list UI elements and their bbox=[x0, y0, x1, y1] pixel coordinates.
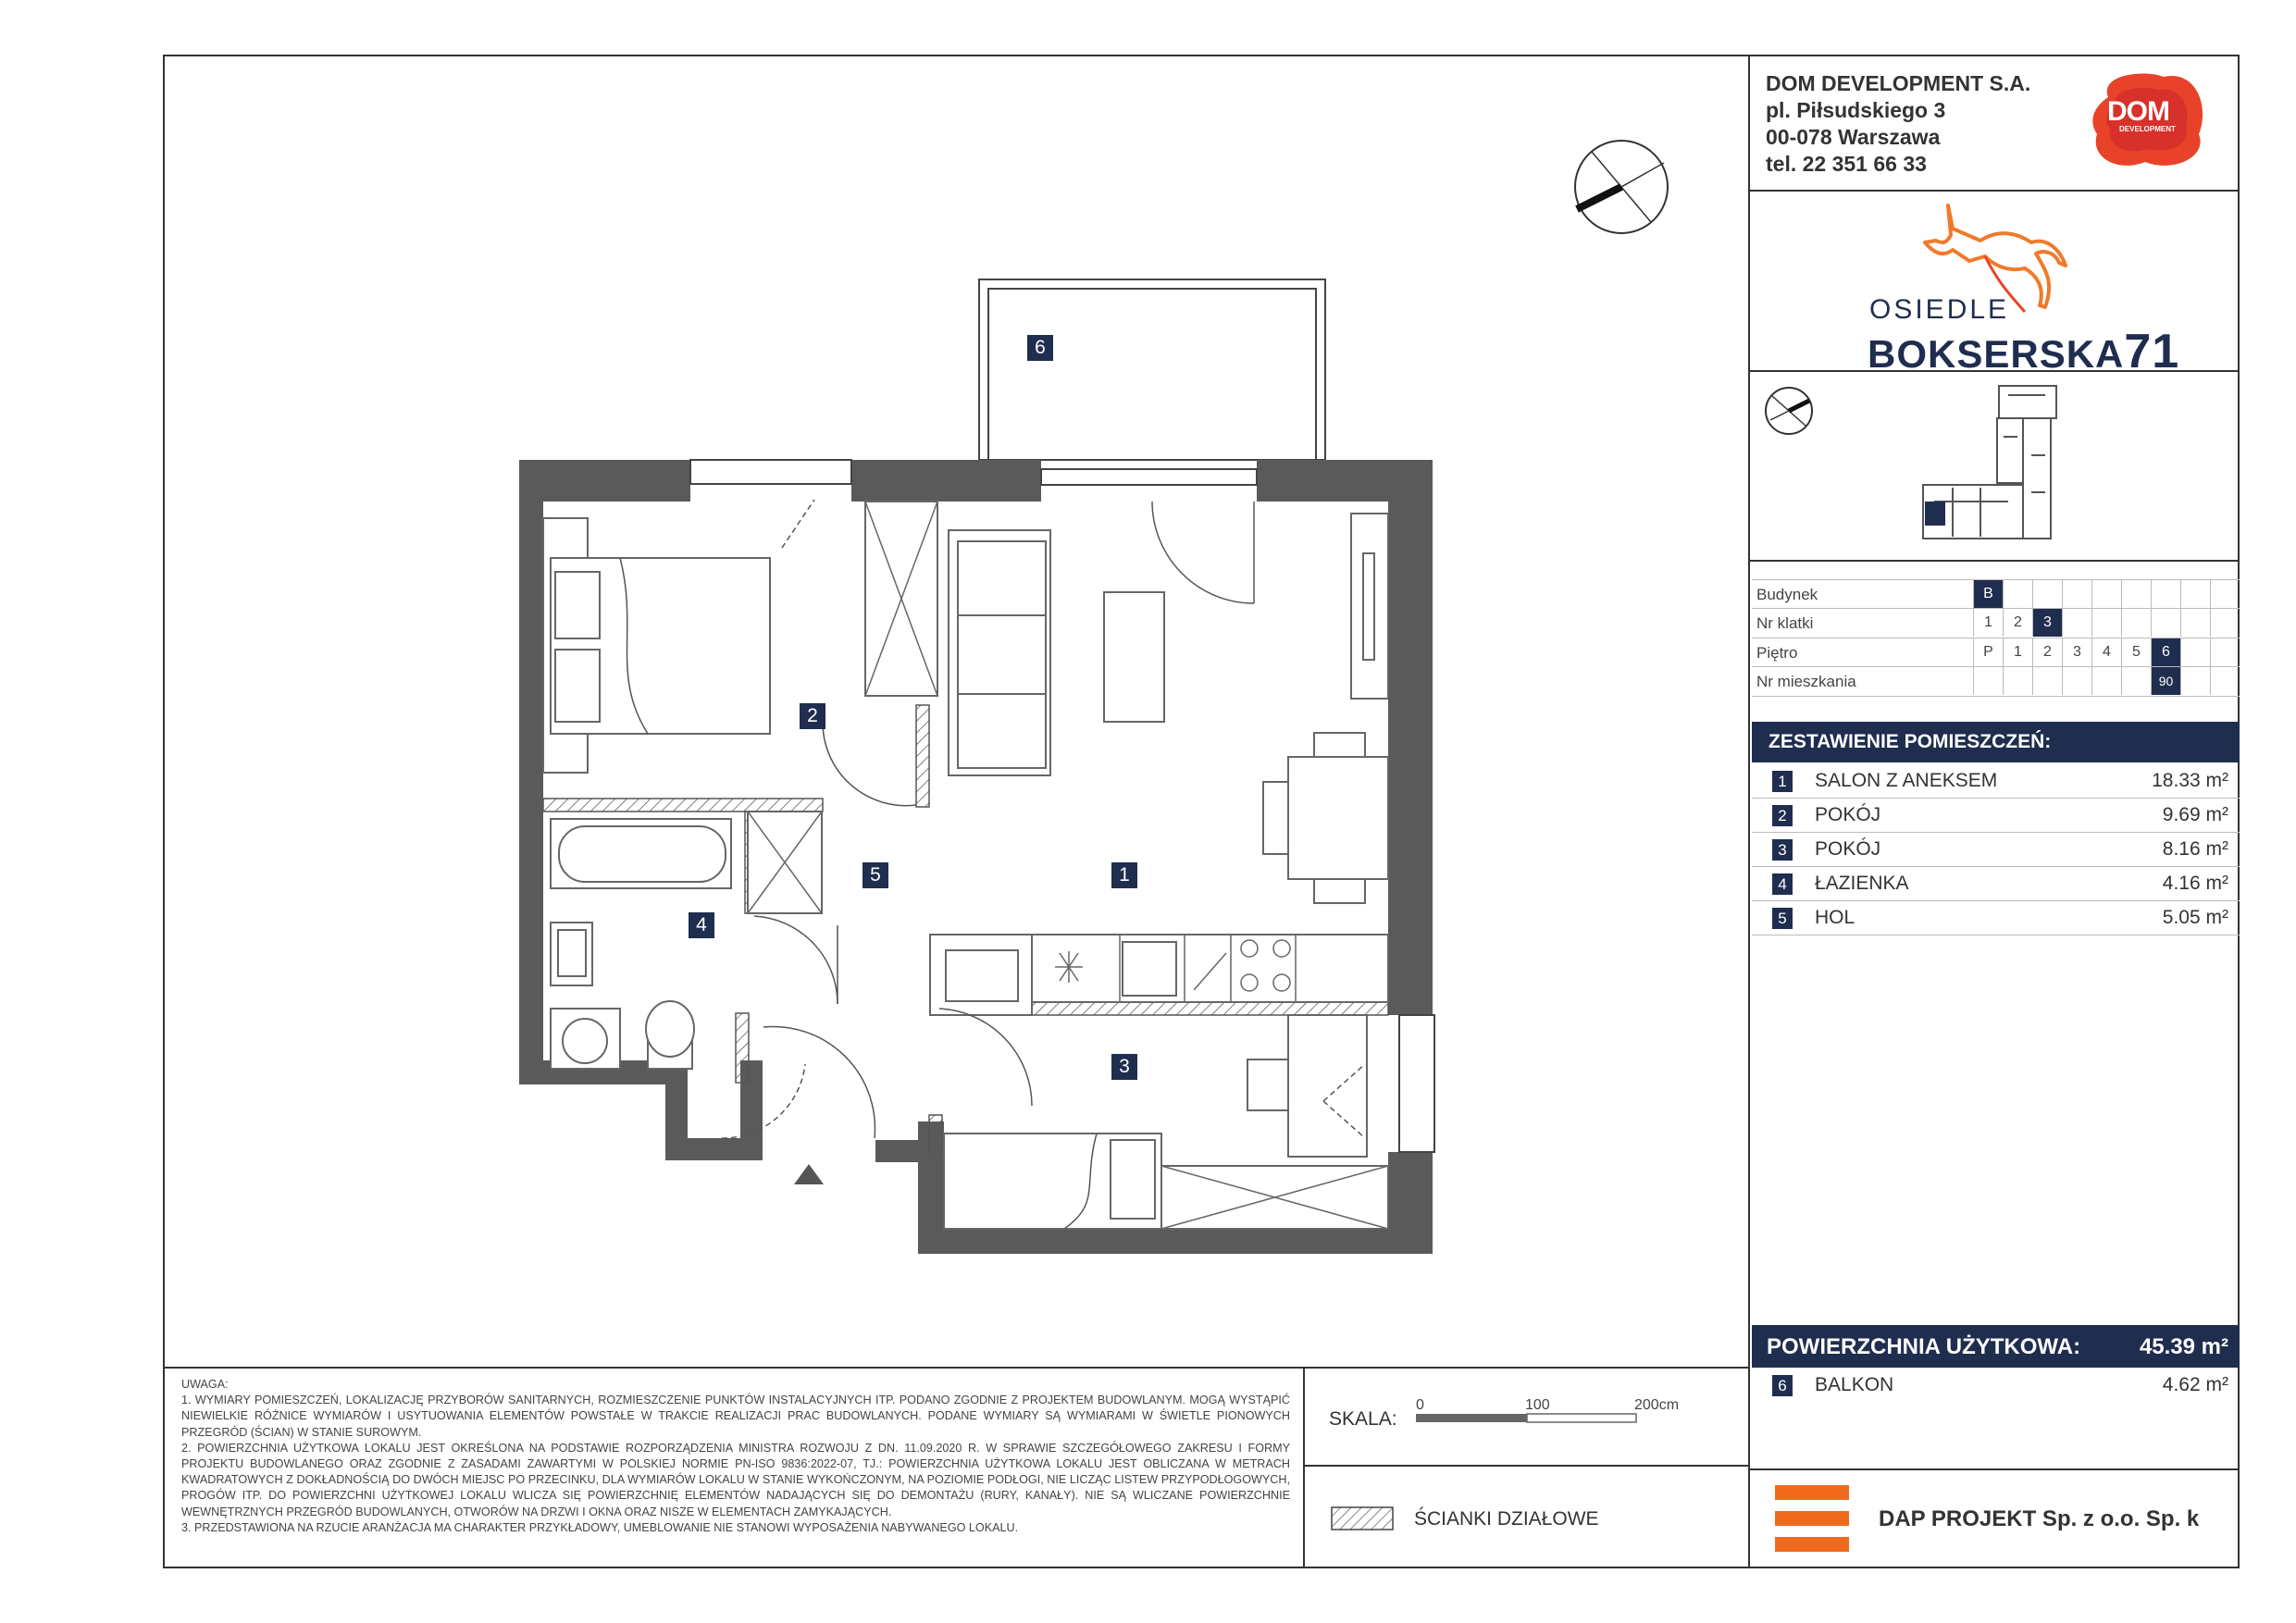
company-phone: tel. 22 351 66 33 bbox=[1766, 152, 1927, 176]
company-address-2: 00-078 Warszawa bbox=[1766, 125, 1941, 149]
room-name: POKÓJ bbox=[1815, 804, 1881, 825]
hatch-legend-icon bbox=[1331, 1506, 1394, 1530]
empty-cell bbox=[2003, 580, 2032, 608]
apartment-label: Nr mieszkania bbox=[1756, 673, 1856, 690]
scale-tick: 100 bbox=[1525, 1397, 1550, 1413]
staircase-cell: 2 bbox=[2003, 609, 2032, 637]
empty-cell bbox=[1973, 667, 2003, 695]
empty-cell bbox=[2091, 580, 2121, 608]
empty-cell bbox=[2062, 580, 2091, 608]
scale-label: SKALA: bbox=[1329, 1408, 1397, 1430]
floor-cell-selected: 6 bbox=[2151, 638, 2180, 666]
room-row bbox=[1752, 764, 2240, 799]
empty-cell bbox=[2121, 580, 2151, 608]
plan-label-room-3: 3 bbox=[1111, 1054, 1137, 1080]
notes-divider bbox=[163, 1367, 1750, 1369]
room-row bbox=[1752, 867, 2240, 901]
empty-cell bbox=[2032, 580, 2062, 608]
empty-cell bbox=[2091, 609, 2121, 637]
room-row bbox=[1752, 799, 2240, 833]
empty-cell bbox=[2062, 609, 2091, 637]
room-name: ŁAZIENKA bbox=[1815, 873, 1909, 894]
table-line bbox=[1752, 696, 2240, 697]
empty-cell bbox=[2003, 667, 2032, 695]
scale-tick: 200cm bbox=[1634, 1397, 1680, 1413]
staircase-label: Nr klatki bbox=[1756, 614, 1814, 632]
floor-cell: 5 bbox=[2121, 638, 2151, 666]
empty-cell bbox=[2062, 667, 2091, 695]
project-line2: BOKSERSKA bbox=[1868, 332, 2125, 376]
room-name: SALON Z ANEKSEM bbox=[1815, 770, 1998, 791]
floor-cell: 3 bbox=[2062, 638, 2091, 666]
room-area: 5.05 m² bbox=[2162, 907, 2228, 928]
empty-cell bbox=[2210, 609, 2240, 637]
dom-logo-text: DOM bbox=[2107, 96, 2169, 127]
room-area: 4.16 m² bbox=[2162, 873, 2228, 894]
designer-name: DAP PROJEKT Sp. z o.o. Sp. k bbox=[1879, 1506, 2200, 1531]
empty-cell bbox=[2121, 609, 2151, 637]
plan-label-room-2: 2 bbox=[800, 703, 825, 729]
room-area: 4.62 m² bbox=[2162, 1374, 2228, 1395]
room-number: 4 bbox=[1772, 873, 1793, 895]
room-row bbox=[1752, 901, 2240, 935]
empty-cell bbox=[2180, 638, 2210, 666]
plan-label-balcony: 6 bbox=[1027, 335, 1053, 361]
entrance-arrow-icon bbox=[794, 1164, 824, 1184]
room-number: 1 bbox=[1772, 771, 1793, 792]
dap-logo-icon bbox=[1775, 1485, 1849, 1552]
building-cell: B bbox=[1973, 580, 2003, 608]
floor-cell: 1 bbox=[2003, 638, 2032, 666]
panel-line bbox=[1748, 560, 2240, 562]
total-label: POWIERZCHNIA UŻYTKOWA: bbox=[1767, 1334, 2081, 1359]
room-name: HOL bbox=[1815, 907, 1855, 928]
empty-cell bbox=[2180, 667, 2210, 695]
room-number: 5 bbox=[1772, 908, 1793, 929]
room-number: 2 bbox=[1772, 805, 1793, 826]
empty-cell bbox=[2151, 609, 2180, 637]
empty-cell bbox=[2210, 667, 2240, 695]
scale-tick: 0 bbox=[1416, 1397, 1424, 1413]
total-value: 45.39 m² bbox=[2139, 1334, 2228, 1359]
floor-cell: P bbox=[1973, 638, 2003, 666]
company-info bbox=[1766, 70, 2030, 178]
plan-label-hall: 5 bbox=[863, 862, 888, 888]
room-row bbox=[1752, 833, 2240, 867]
notes-title: UWAGA: bbox=[181, 1378, 229, 1391]
project-line1: OSIEDLE bbox=[1869, 294, 2010, 325]
empty-cell bbox=[2180, 580, 2210, 608]
note-item: 1. WYMIARY POMIESZCZEŃ, LOKALIZACJĘ PRZYBORÓW SANITARNYCH, ROZMIESZCZENIE PUNKTÓW INSTALACYJNYCH ITP. PODANO ZGODNIE Z PROJEKTEM BUDOWLANYM. MOGĄ WYSTĄPIĆ NIEWIELKIE RÓŻNICE WYMIARÓW I USYTUOWANIA ELEMENTÓW POWSTAŁE W TRAKCIE REALIZACJI PRAC BUDOWLANYCH. PODANE WYMIARY SĄ WYMIARAMI W ŚWIETLE PIONOWYCH PRZEGRÓD (ŚCIAN) W STANIE SUROWYM. bbox=[181, 1394, 1290, 1439]
room-name: BALKON bbox=[1815, 1374, 1894, 1395]
building-label: Budynek bbox=[1756, 586, 1818, 603]
total-bar bbox=[1752, 1325, 2240, 1368]
floor-plan bbox=[500, 268, 1444, 1268]
empty-cell bbox=[2032, 667, 2062, 695]
empty-cell bbox=[2091, 667, 2121, 695]
empty-cell bbox=[2151, 580, 2180, 608]
room-number: 6 bbox=[1772, 1375, 1793, 1396]
empty-cell bbox=[2210, 638, 2240, 666]
note-item: 3. PRZEDSTAWIONA NA RZUCIE ARANŻACJA MA CHARAKTER PRZYKŁADOWY, UMEBLOWANIE NIE STANOWI WYPOSAŻENIA NABYWANEGO LOKALU. bbox=[181, 1520, 1019, 1534]
panel-line bbox=[1748, 1468, 2240, 1470]
panel-divider bbox=[1748, 55, 1750, 1568]
compass-small-icon bbox=[1763, 385, 1815, 437]
floor-label: Piętro bbox=[1756, 644, 1798, 662]
plan-label-bathroom: 4 bbox=[689, 912, 714, 938]
balcony-row bbox=[1752, 1369, 2240, 1403]
room-area: 18.33 m² bbox=[2152, 770, 2228, 791]
project-name bbox=[1868, 324, 2179, 379]
company-name: DOM DEVELOPMENT S.A. bbox=[1766, 71, 2031, 95]
legend-label: ŚCIANKI DZIAŁOWE bbox=[1414, 1508, 1599, 1530]
empty-cell bbox=[2180, 609, 2210, 637]
empty-cell bbox=[2121, 667, 2151, 695]
floor-cell: 2 bbox=[2032, 638, 2062, 666]
project-number: 71 bbox=[2124, 325, 2180, 378]
room-number: 3 bbox=[1772, 839, 1793, 861]
plan-label-room-1: 1 bbox=[1111, 862, 1137, 888]
staircase-cell: 1 bbox=[1973, 609, 2003, 637]
compass-icon bbox=[1570, 135, 1673, 239]
rooms-header: ZESTAWIENIE POMIESZCZEŃ: bbox=[1752, 722, 2240, 762]
scale-divider bbox=[1303, 1367, 1305, 1568]
staircase-cell-selected: 3 bbox=[2032, 609, 2062, 637]
notes bbox=[181, 1377, 1290, 1536]
key-plan-icon bbox=[1916, 381, 2064, 552]
apartment-number-cell: 90 bbox=[2151, 667, 2180, 695]
empty-cell bbox=[2210, 580, 2240, 608]
dom-logo-sub: DEVELOPMENT bbox=[2119, 125, 2176, 133]
room-area: 9.69 m² bbox=[2162, 804, 2228, 825]
room-name: POKÓJ bbox=[1815, 838, 1881, 860]
room-area: 8.16 m² bbox=[2162, 838, 2228, 860]
floor-cell: 4 bbox=[2091, 638, 2121, 666]
legend-divider bbox=[1303, 1465, 1750, 1467]
panel-line bbox=[1748, 190, 2240, 192]
note-item: 2. POWIERZCHNIA UŻYTKOWA LOKALU JEST OKREŚLONA NA PODSTAWIE ROZPORZĄDZENIA MINISTRA ROZWOJU Z DN. 11.09.2020 R. W SPRAWIE SZCZEGÓŁOWEGO ZAKRESU I FORMY PROJEKTU BUDOWLANEGO ORAZ ZGODNIE Z ZASADAMI ZAWARTYMI W POLSKIEJ NORMIE PN-ISO 9836:2022-07, TJ.: POWIERZCHNIA UŻYTKOWA LOKALU JEST OBLICZANA W METRACH KWADRATOWYCH Z DOKŁADNOŚCIĄ DO DWÓCH MIEJSC PO PRZECINKU, DLA WYMIARÓW LOKALU W STANIE WYKOŃCZONYM, NA POZIOMIE PODŁOGI, NIE LICZĄC LISTEW PRZYPODŁOGOWYCH, PROGÓW ITP. DO POWIERZCHNI UŻYTKOWEJ LOKALU WLICZA SIĘ POWIERZCHNIĘ ELEMENTÓW NADAJĄCYCH SIĘ DO DEMONTAŻU (RURY, KANAŁY). NIE SĄ WLICZANE POWIERZCHNIE WEWNĘTRZNYCH PRZEGRÓD BUDOWLANYCH, OTWORÓW NA DRZWI I OKNA ORAZ NISZE W ELEMENTACH ZAMYKAJĄCYCH. bbox=[181, 1441, 1290, 1518]
company-address-1: pl. Piłsudskiego 3 bbox=[1766, 98, 1946, 122]
